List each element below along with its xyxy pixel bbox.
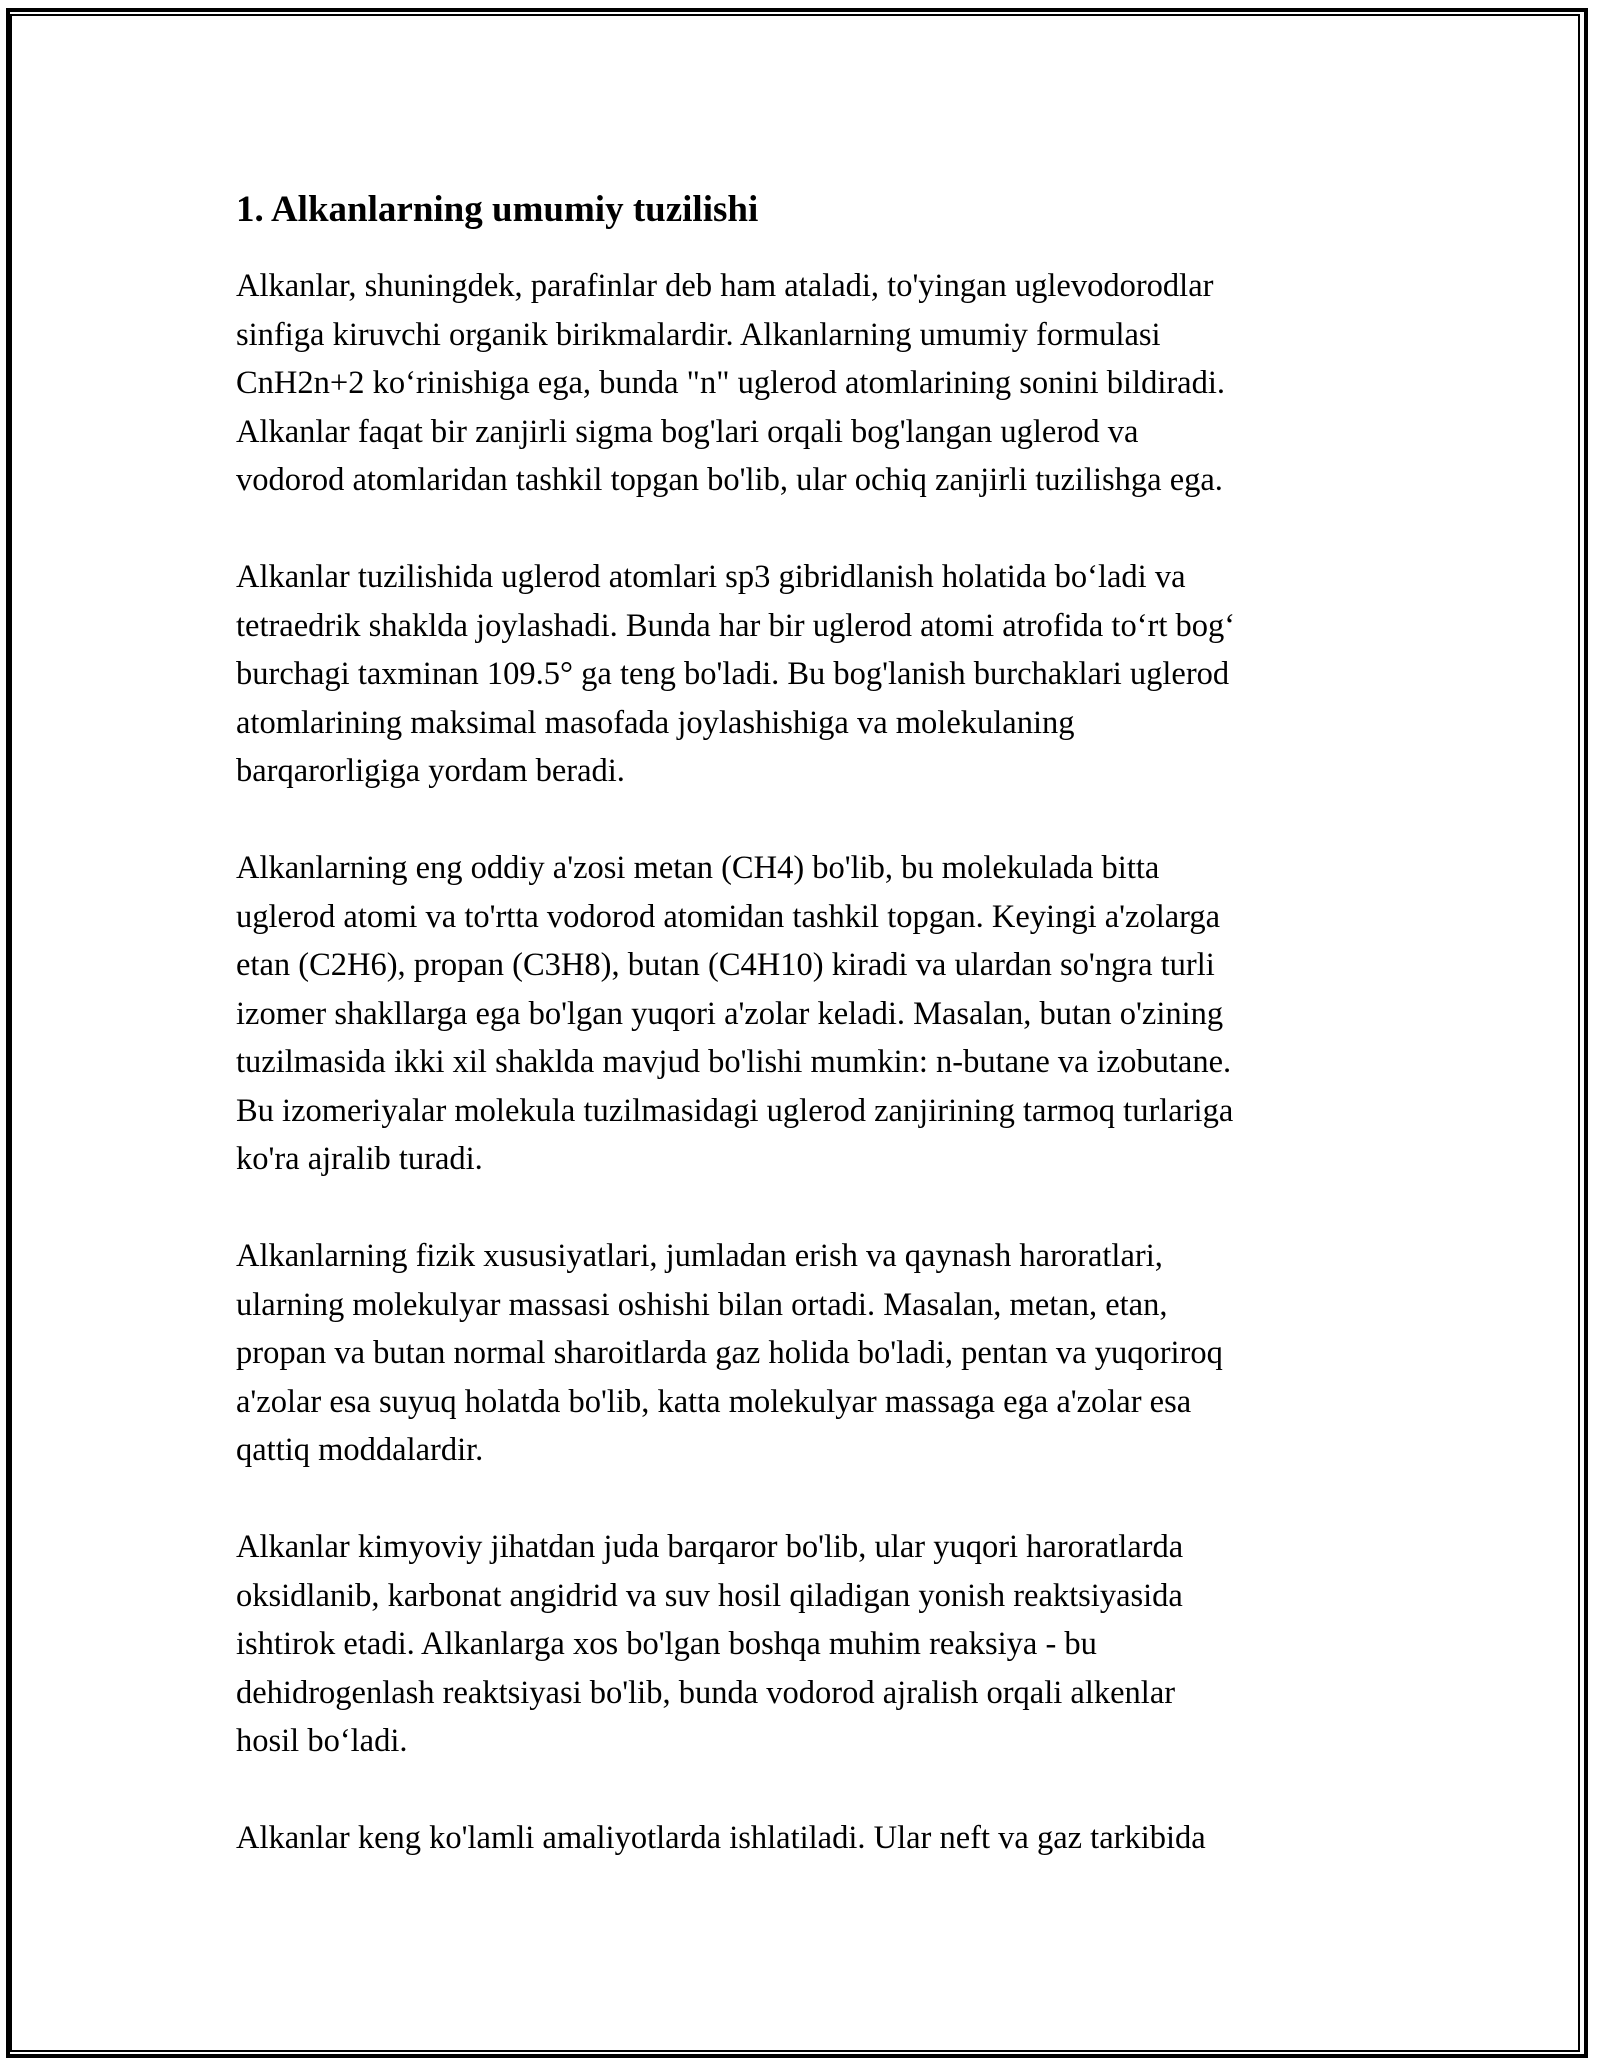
text-line: dehidrogenlash reaktsiyasi bo'lib, bunda vodorod ajralish orqali alkenlar [236, 1674, 1176, 1711]
text-line: Alkanlar tuzilishida uglerod atomlari sp3 gibridlanish holatida bo‘ladi va [236, 559, 1186, 596]
text-line: propan va butan normal sharoitlarda gaz holida bo'ladi, pentan va yuqoriroq [236, 1335, 1223, 1372]
text-line: barqarorligiga yordam beradi. [236, 753, 625, 790]
paragraph-structure-intro [236, 262, 1386, 505]
text-line: Alkanlarning fizik xususiyatlari, jumladan erish va qaynash haroratlari, [236, 1238, 1163, 1275]
text-line: sinfiga kiruvchi organik birikmalardir. Alkanlarning umumiy formulasi [236, 316, 1161, 353]
text-line: qattiq moddalardir. [236, 1432, 484, 1469]
paragraph-members-isomers [236, 844, 1386, 1184]
text-line: vodorod atomlaridan tashkil topgan bo'lib, ular ochiq zanjirli tuzilishga ega. [236, 462, 1223, 499]
text-line: CnH2n+2 ko‘rinishiga ega, bunda "n" uglerod atomlarining sonini bildiradi. [236, 365, 1226, 402]
text-line: atomlarining maksimal masofada joylashishiga va molekulaning [236, 704, 1075, 741]
paragraph-physical-properties [236, 1232, 1386, 1475]
text-line: izomer shakllarga ega bo'lgan yuqori a'zolar keladi. Masalan, butan o'zining [236, 995, 1224, 1032]
text-line: hosil bo‘ladi. [236, 1723, 408, 1760]
text-line: Alkanlarning eng oddiy a'zosi metan (CH4) bo'lib, bu molekulada bitta [236, 850, 1160, 887]
text-line: ko'ra ajralib turadi. [236, 1141, 483, 1178]
paragraph-hybridization [236, 553, 1386, 796]
text-line: a'zolar esa suyuq holatda bo'lib, katta molekulyar massaga ega a'zolar esa [236, 1383, 1192, 1420]
text-line: tetraedrik shaklda joylashadi. Bunda har bir uglerod atomi atrofida to‘rt bog‘ [236, 607, 1236, 644]
paragraph-chemical-properties [236, 1523, 1386, 1766]
text-line: Alkanlar keng ko'lamli amaliyotlarda ishlatiladi. Ular neft va gaz tarkibida [236, 1820, 1206, 1857]
text-line: burchagi taxminan 109.5° ga teng bo'ladi. Bu bog'lanish burchaklari uglerod [236, 656, 1230, 693]
text-line: tuzilmasida ikki xil shaklda mavjud bo'lishi mumkin: n-butane va izobutane. [236, 1044, 1232, 1081]
text-line: etan (C2H6), propan (C3H8), butan (C4H10) kiradi va ulardan so'ngra turli [236, 947, 1215, 984]
text-line: ishtirok etadi. Alkanlarga xos bo'lgan boshqa muhim reaksiya - bu [236, 1626, 1097, 1663]
text-line: ularning molekulyar massasi oshishi bilan ortadi. Masalan, metan, etan, [236, 1286, 1168, 1323]
text-line: Alkanlar faqat bir zanjirli sigma bog'lari orqali bog'langan uglerod va [236, 413, 1139, 450]
text-line: uglerod atomi va to'rtta vodorod atomidan tashkil topgan. Keyingi a'zolarga [236, 898, 1221, 935]
text-line: Bu izomeriyalar molekula tuzilmasidagi uglerod zanjirining tarmoq turlariga [236, 1092, 1234, 1129]
document-body [236, 186, 1386, 1911]
text-line: oksidlanib, karbonat angidrid va suv hosil qiladigan yonish reaktsiyasida [236, 1577, 1183, 1614]
text-line: Alkanlar kimyoviy jihatdan juda barqaror bo'lib, ular yuqori haroratlarda [236, 1529, 1184, 1566]
section-heading: 1. Alkanlarning umumiy tuzilishi [236, 189, 759, 230]
text-line: Alkanlar, shuningdek, parafinlar deb ham ataladi, to'yingan uglevodorodlar [236, 268, 1214, 305]
paragraph-applications [236, 1814, 1386, 1863]
